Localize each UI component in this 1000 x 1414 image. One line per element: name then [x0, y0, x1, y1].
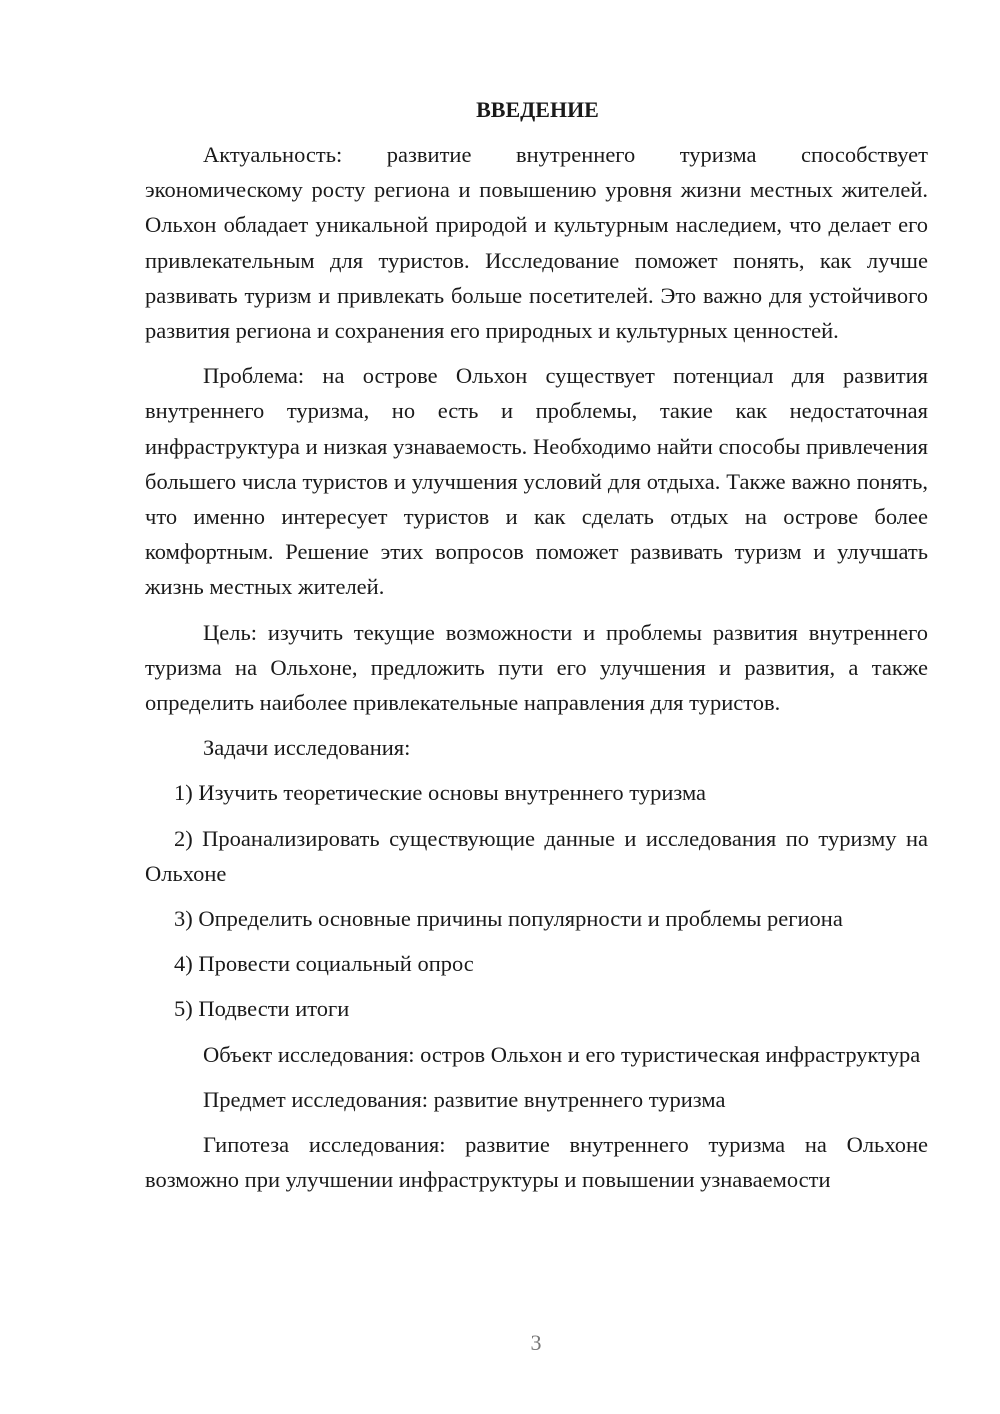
paragraph-problem: Проблема: на острове Ольхон существует потенциал для развития внутреннего туризма, но есть и проблемы, такие как недостаточная инфраструктура и низкая узнаваемость. Необходимо найти способы привлечения большего числа туристов и улучшения условий для отдыха. Также важно понять, что именно интересует туристов и как сделать отдых на острове более комфортным. Решение этих вопросов поможет развивать туризм и улучшать жизнь местных жителей. — [145, 363, 928, 600]
paragraph-subject: Предмет исследования: развитие внутреннего туризма — [203, 1086, 726, 1112]
task-item-3: 3) Определить основные причины популярности и проблемы региона — [174, 906, 843, 932]
paragraph-relevance: Актуальность: развитие внутреннего туризма способствует экономическому росту региона и повышению уровня жизни местных жителей. Ольхон обладает уникальной природой и культурным наследием, что делает его привлекательным для туристов. Исследование поможет понять, как лучше развивать туризм и привлекать больше посетителей. Это важно для устойчивого развития региона и сохранения его природных и культурных ценностей. — [145, 142, 928, 344]
page-title: ВВЕДЕНИЕ — [476, 97, 599, 122]
task-item-1: 1) Изучить теоретические основы внутреннего туризма — [174, 780, 707, 806]
paragraph-hypothesis: Гипотеза исследования: развитие внутреннего туризма на Ольхоне возможно при улучшении инфраструктуры и повышении узнаваемости — [145, 1132, 928, 1193]
tasks-heading: Задачи исследования: — [203, 735, 411, 761]
paragraph-object: Объект исследования: остров Ольхон и его туристическая инфраструктура — [203, 1041, 921, 1067]
document-body — [145, 92, 928, 1207]
page-number: 3 — [530, 1330, 542, 1355]
paragraph-goal: Цель: изучить текущие возможности и проблемы развития внутреннего туризма на Ольхоне, предложить пути его улучшения и развития, а также определить наиболее привлекательные направления для туристов. — [145, 619, 928, 716]
task-item-5: 5) Подвести итоги — [174, 996, 350, 1022]
task-item-2: 2) Проанализировать существующие данные и исследования по туризму на Ольхоне — [145, 825, 928, 886]
task-item-4: 4) Провести социальный опрос — [174, 951, 474, 977]
